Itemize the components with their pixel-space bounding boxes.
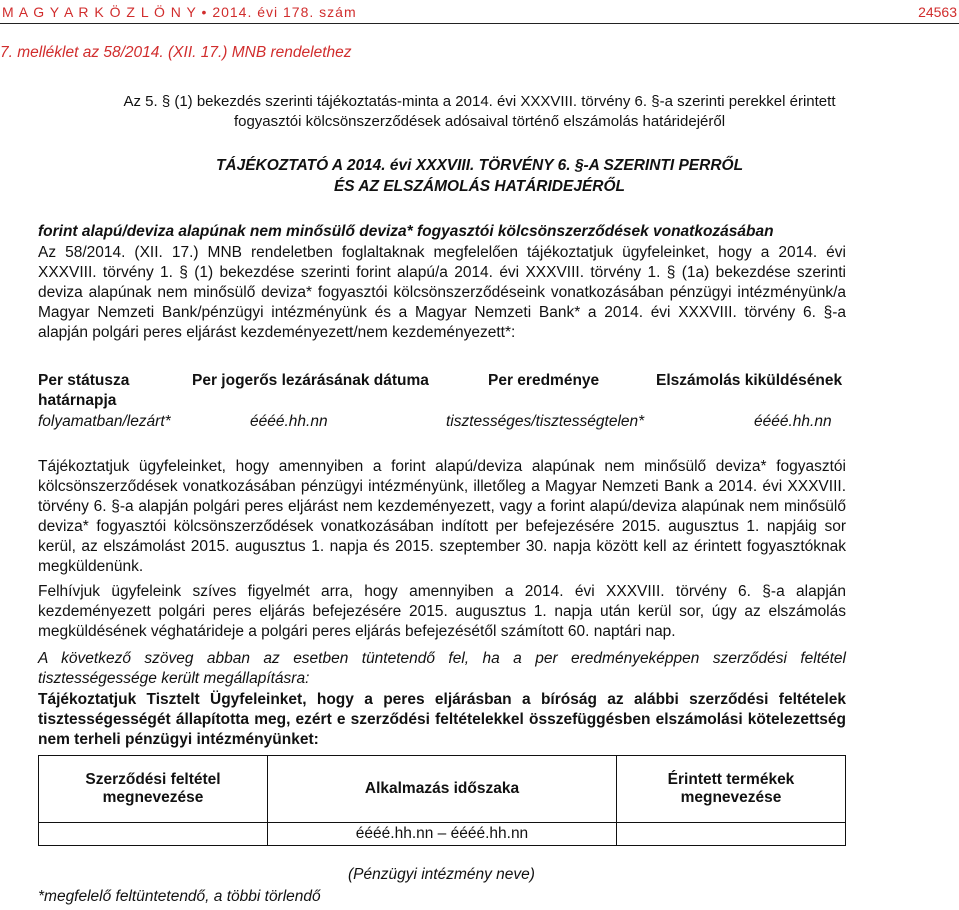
cell-clause [39,823,268,846]
document-subtitle [0,92,959,132]
header-divider [0,23,959,24]
title-line-1: TÁJÉKOZTATÓ A 2014. évi XXXVIII. TÖRVÉNY 6. §-A SZERINTI PERRŐL [215,157,744,174]
status-header: Per státusza [38,372,130,389]
paragraph-deadlines: Tájékoztatjuk ügyfeleinket, hogy amennyiben a forint alapú/deviza alapúnak nem minősülő deviza* fogyasztói kölcsönszerződések vonatkozásában pénzügyi intézményünk, illetőleg a Magyar Nemzeti Bank a 2014. évi XXXVIII. törvény 6. §-a alapján polgári peres eljárást nem kezdeményezett, vagy a forint alapú/deviza alapúnak nem minősülő deviza* fogyasztói kölcsönszerződések vonatkozásában indított per befejezésére 2015. augusztus 1. napjáig sor kerül, az elszámolást 2015. augusztus 1. napja és 2015. szeptember 30. napja között kell az érintett fogyasztóknak megküldenünk. [38,458,846,575]
italic-note: A következő szöveg abban az esetben tüntetendő fel, ha a per eredményeképpen szerződési feltétel tisztességessége került megállapításra: [38,650,846,687]
result-value: tisztességes/tisztességtelen* [446,413,645,430]
subtitle-line-2: fogyasztói kölcsönszerződések adósaival történő elszámolás határidejéről [233,113,726,130]
footnote: *megfelelő feltüntetendő, a többi törlendő [38,888,321,905]
cell-period: éééé.hh.nn – éééé.hh.nn [268,823,617,846]
col-clause-name: Szerződési feltétel megnevezése [39,756,268,823]
page-number: 24563 [918,4,957,20]
settlement-header: Elszámolás kiküldésének [656,372,843,389]
col-affected-products: Érintett termékek megnevezése [617,756,846,823]
institution-signature: (Pénzügyi intézmény neve) [348,866,535,883]
status-value: folyamatban/lezárt* [38,413,171,430]
result-header: Per eredménye [488,372,600,389]
col-application-period: Alkalmazás időszaka [268,756,617,823]
annex-title: 7. melléklet az 58/2014. (XII. 17.) MNB rendelethez [0,44,352,61]
section-heading: forint alapú/deviza alapúnak nem minősülő deviza* fogyasztói kölcsönszerződések vonatkozásában [38,223,774,240]
running-header [0,4,959,24]
clause-table [38,755,846,846]
paragraph-notice: Felhívjuk ügyfeleink szíves figyelmét arra, hogy amennyiben a 2014. évi XXXVIII. törvény 6. §-a alapján kezdeményezett polgári peres eljárás befejezésére 2015. augusztus 1. napja után kerül sor, úgy az elszámolás megküldésének véghatárideje a polgári peres eljárás befejezésétől számított 60. naptári nap. [38,583,846,640]
final-date-value: éééé.hh.nn [250,413,328,430]
running-title: M A G Y A R K Ö Z L Ö N Y • 2014. évi 178. szám [2,4,357,20]
intro-paragraph: Az 58/2014. (XII. 17.) MNB rendeletben foglaltaknak megfelelően tájékoztatjuk ügyfeleinket, hogy a 2014. évi XXXVIII. törvény 1. § (1) bekezdése szerinti forint alapú/a 2014. évi XXXVIII. törvény 1. § (1a) bekezdése szerinti deviza alapúnak nem minősülő deviza* fogyasztói kölcsönszerződéseink vonatkozásában pénzügyi intézményünk/a Magyar Nemzeti Bank/pénzügyi intézményünk és a Magyar Nemzeti Bank* a 2014. évi XXXVIII. törvény 6. §-a alapján polgári peres eljárást kezdeményezett/nem kezdeményezett*: [38,244,846,341]
final-date-header: Per jogerős lezárásának dátuma [192,372,429,389]
document-title [0,155,959,197]
bold-paragraph: Tájékoztatjuk Tisztelt Ügyfeleinket, hogy a peres eljárásban a bíróság az alábbi szerződési feltételek tisztességességét állapította meg, ezért e szerződési feltételekkel összefüggésben elszámolási kötelezettség nem terheli pénzügyi intézményünket: [38,691,846,748]
subtitle-line-1: Az 5. § (1) bekezdés szerinti tájékoztatás-minta a 2014. évi XXXVIII. törvény 6. §-a szerinti perekkel érintett [123,93,836,110]
deadline-header: határnapja [38,392,117,409]
title-line-2: ÉS AZ ELSZÁMOLÁS HATÁRIDEJÉRŐL [333,178,626,195]
cell-products [617,823,846,846]
settlement-date-value: éééé.hh.nn [754,413,832,430]
